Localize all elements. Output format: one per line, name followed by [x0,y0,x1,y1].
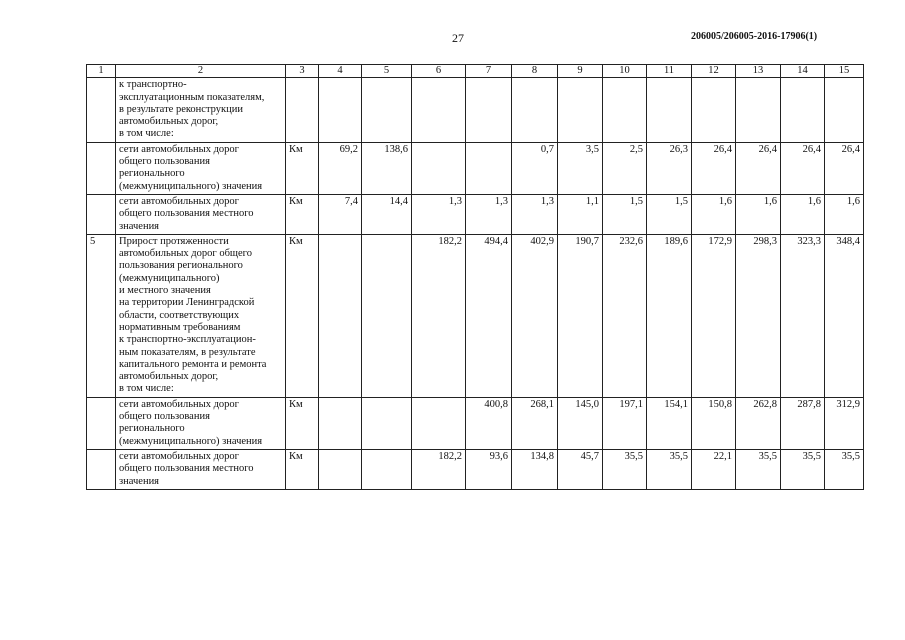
value-cell [319,449,362,489]
value-cell: 287,8 [781,397,825,449]
value-cell: 182,2 [412,234,466,397]
value-cell [781,78,825,142]
row-index [87,142,116,194]
value-cell [412,142,466,194]
column-number-14: 14 [781,65,825,78]
value-cell: 494,4 [466,234,512,397]
column-number-1: 1 [87,65,116,78]
value-cell: 145,0 [558,397,603,449]
unit-cell: Км [286,142,319,194]
column-number-15: 15 [825,65,864,78]
value-cell: 1,6 [825,194,864,234]
column-number-3: 3 [286,65,319,78]
value-cell [825,78,864,142]
value-cell [647,78,692,142]
value-cell [603,78,647,142]
value-cell: 35,5 [825,449,864,489]
value-cell [736,78,781,142]
value-cell: 35,5 [603,449,647,489]
row-index: 5 [87,234,116,397]
value-cell: 312,9 [825,397,864,449]
value-cell: 189,6 [647,234,692,397]
value-cell: 190,7 [558,234,603,397]
value-cell: 268,1 [512,397,558,449]
value-cell: 1,6 [692,194,736,234]
column-number-9: 9 [558,65,603,78]
value-cell [319,78,362,142]
value-cell [319,234,362,397]
table-row [87,397,864,449]
value-cell: 172,9 [692,234,736,397]
value-cell [362,397,412,449]
value-cell: 2,5 [603,142,647,194]
value-cell: 26,3 [647,142,692,194]
column-number-row [87,65,864,78]
document-code: 206005/206005-2016-17906(1) [691,31,818,42]
column-number-2: 2 [116,65,286,78]
value-cell: 7,4 [319,194,362,234]
column-number-8: 8 [512,65,558,78]
indicator-name: сети автомобильных дорог общего пользования регионального (межмуниципального) значения [116,142,286,194]
value-cell: 1,5 [603,194,647,234]
value-cell: 154,1 [647,397,692,449]
value-cell [466,78,512,142]
value-cell: 22,1 [692,449,736,489]
row-index [87,449,116,489]
value-cell: 3,5 [558,142,603,194]
column-number-7: 7 [466,65,512,78]
value-cell: 402,9 [512,234,558,397]
value-cell [466,142,512,194]
indicator-name: Прирост протяженности автомобильных дорог общего пользования регионального (межмуниципального) и местного значения на территории Ленинградской области, соответствующих нормативным требованиям к транспортно-эксплуатацион- ным показателям, в результате капитального ремонта и ремонта автомобильных дорог, в том числе: [116,234,286,397]
indicators-table [86,64,864,490]
value-cell: 69,2 [319,142,362,194]
unit-cell: Км [286,449,319,489]
value-cell: 150,8 [692,397,736,449]
value-cell: 35,5 [647,449,692,489]
indicator-name: к транспортно- эксплуатационным показателям, в результате реконструкции автомобильных дорог, в том числе: [116,78,286,142]
row-index [87,397,116,449]
value-cell: 182,2 [412,449,466,489]
value-cell [412,78,466,142]
value-cell [692,78,736,142]
value-cell: 323,3 [781,234,825,397]
value-cell: 26,4 [825,142,864,194]
value-cell: 1,3 [466,194,512,234]
table-row [87,449,864,489]
value-cell: 262,8 [736,397,781,449]
value-cell: 45,7 [558,449,603,489]
value-cell: 26,4 [692,142,736,194]
column-number-4: 4 [319,65,362,78]
table-row [87,78,864,142]
table-row [87,234,864,397]
table-row [87,142,864,194]
value-cell: 1,1 [558,194,603,234]
row-index [87,78,116,142]
column-number-11: 11 [647,65,692,78]
value-cell: 1,6 [736,194,781,234]
unit-cell [286,78,319,142]
value-cell: 35,5 [781,449,825,489]
unit-cell: Км [286,397,319,449]
row-index [87,194,116,234]
value-cell: 232,6 [603,234,647,397]
value-cell: 1,6 [781,194,825,234]
value-cell: 197,1 [603,397,647,449]
indicator-name: сети автомобильных дорог общего пользования регионального (межмуниципального) значения [116,397,286,449]
unit-cell: Км [286,194,319,234]
column-number-13: 13 [736,65,781,78]
value-cell: 26,4 [736,142,781,194]
value-cell: 93,6 [466,449,512,489]
value-cell [412,397,466,449]
column-number-12: 12 [692,65,736,78]
column-number-6: 6 [412,65,466,78]
value-cell: 35,5 [736,449,781,489]
indicator-name: сети автомобильных дорог общего пользования местного значения [116,194,286,234]
value-cell: 134,8 [512,449,558,489]
value-cell [362,234,412,397]
column-number-10: 10 [603,65,647,78]
table-row [87,194,864,234]
value-cell [362,449,412,489]
value-cell [319,397,362,449]
value-cell: 0,7 [512,142,558,194]
value-cell [512,78,558,142]
value-cell: 1,3 [412,194,466,234]
value-cell: 26,4 [781,142,825,194]
value-cell: 138,6 [362,142,412,194]
unit-cell: Км [286,234,319,397]
indicator-name: сети автомобильных дорог общего пользования местного значения [116,449,286,489]
value-cell: 1,3 [512,194,558,234]
page-number: 27 [452,31,464,45]
value-cell: 298,3 [736,234,781,397]
value-cell: 14,4 [362,194,412,234]
value-cell: 1,5 [647,194,692,234]
value-cell [362,78,412,142]
value-cell [558,78,603,142]
value-cell: 400,8 [466,397,512,449]
column-number-5: 5 [362,65,412,78]
value-cell: 348,4 [825,234,864,397]
